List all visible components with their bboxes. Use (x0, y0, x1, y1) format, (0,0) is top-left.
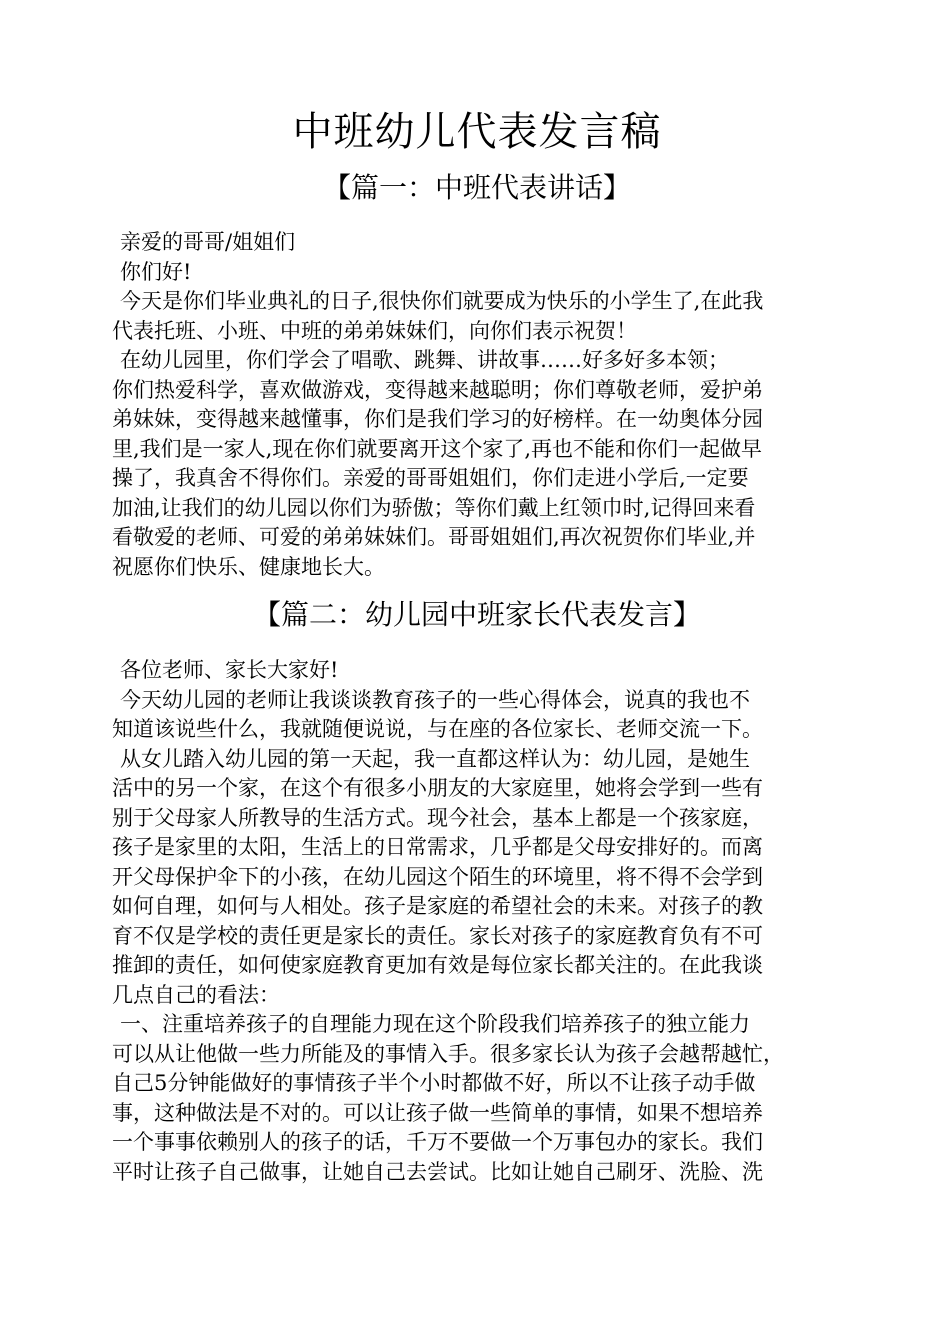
text-line: 在幼儿园里，你们学会了唱歌、跳舞、讲故事……好多好多本领； (120, 348, 729, 372)
text-line: 平时让孩子自己做事，让她自己去尝试。比如让她自己刷牙、洗脸、洗 (112, 1159, 763, 1184)
text-line: 知道该说些什么，我就随便说说，与在座的各位家长、老师交流一下。 (112, 717, 763, 741)
text-line: 你们好! (120, 259, 192, 284)
text-line: 一个事事依赖别人的孩子的话，千万不要做一个万事包办的家长。我们 (112, 1130, 763, 1154)
document-title: 中班幼儿代表发言稿 (292, 109, 662, 155)
document-page (112, 0, 842, 1344)
text-line: 别于父母家人所教导的生活方式。现今社会，基本上都是一个孩家庭， (112, 805, 763, 830)
section2-body (112, 656, 842, 1187)
text-line: 育不仅是学校的责任更是家长的责任。家长对孩子的家庭教育负有不可 (112, 923, 763, 948)
section1-heading: 【篇一：中班代表讲话】 (322, 171, 631, 204)
text-line: 亲爱的哥哥/姐姐们 (120, 230, 296, 254)
text-line: 代表托班、小班、中班的弟弟妹妹们，向你们表示祝贺！ (112, 318, 637, 343)
text-line: 里,我们是一家人,现在你们就要离开这个家了,再也不能和你们一起做早 (112, 436, 763, 461)
text-line: 推卸的责任，如何使家庭教育更加有效是每位家长都关注的。在此我谈 (112, 953, 763, 977)
text-line: 你们热爱科学，喜欢做游戏，变得越来越聪明；你们尊敬老师，爱护弟 (112, 377, 763, 402)
section1-body (112, 228, 842, 582)
text-line: 今天幼儿园的老师让我谈谈教育孩子的一些心得体会，说真的我也不 (120, 687, 750, 712)
text-line: 活中的另一个家，在这个有很多小朋友的大家庭里，她将会学到一些有 (112, 776, 763, 800)
text-line: 一、注重培养孩子的自理能力现在这个阶段我们培养孩子的独立能力 (120, 1012, 750, 1036)
text-line: 各位老师、家长大家好! (120, 658, 339, 682)
text-line: 几点自己的看法： (112, 982, 280, 1007)
text-line: 今天是你们毕业典礼的日子,很快你们就要成为快乐的小学生了,在此我 (120, 289, 764, 313)
text-line: 如何自理，如何与人相处。孩子是家庭的希望社会的未来。对孩子的教 (112, 894, 763, 918)
text-line: 看敬爱的老师、可爱的弟弟妹妹们。哥哥姐姐们,再次祝贺你们毕业,并 (112, 525, 756, 549)
text-line: 弟妹妹，变得越来越懂事，你们是我们学习的好榜样。在一幼奥体分园 (112, 407, 763, 431)
text-line: 操了，我真舍不得你们。亲爱的哥哥姐姐们，你们走进小学后,一定要 (112, 466, 749, 490)
section2-heading: 【篇二：幼儿园中班家长代表发言】 (252, 598, 701, 631)
text-line: 加油,让我们的幼儿园以你们为骄傲；等你们戴上红领巾时,记得回来看 (112, 495, 756, 520)
text-line: 自己5分钟能做好的事情孩子半个小时都做不好，所以不让孩子动手做 (112, 1071, 756, 1095)
text-line: 孩子是家里的太阳，生活上的日常需求，几乎都是父母安排好的。而离 (112, 835, 763, 859)
text-line: 祝愿你们快乐、健康地长大。 (112, 554, 385, 579)
text-line: 事，这种做法是不对的。可以让孩子做一些简单的事情，如果不想培养 (112, 1100, 763, 1125)
text-line: 可以从让他做一些力所能及的事情入手。很多家长认为孩子会越帮越忙， (112, 1041, 784, 1066)
text-line: 从女儿踏入幼儿园的第一天起，我一直都这样认为：幼儿园，是她生 (120, 746, 750, 771)
text-line: 开父母保护伞下的小孩，在幼儿园这个陌生的环境里，将不得不会学到 (112, 864, 763, 889)
